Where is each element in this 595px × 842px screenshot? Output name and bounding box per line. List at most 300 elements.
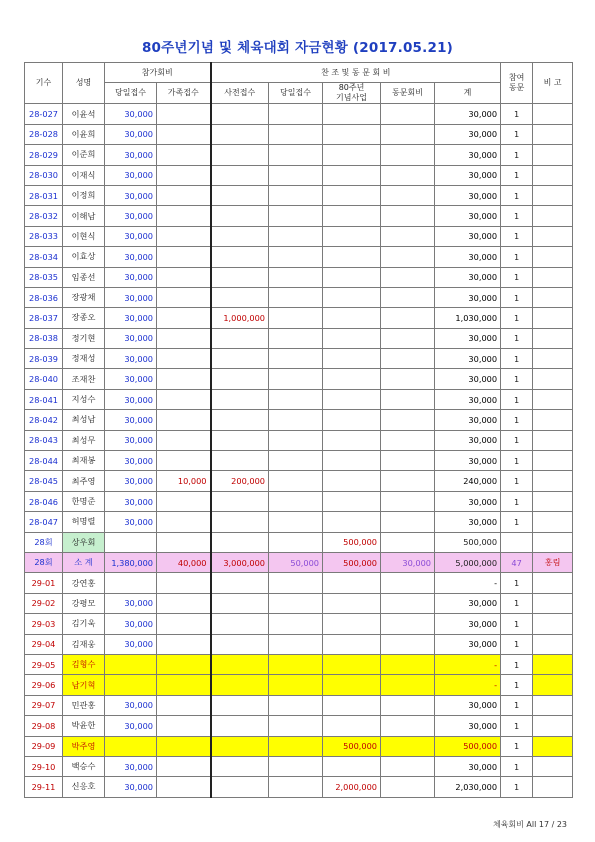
cell-note [533, 247, 573, 267]
cell-same-day [105, 654, 157, 674]
cell-advance [211, 226, 269, 246]
cell-name: 신응호 [63, 777, 105, 797]
table-row [25, 471, 573, 491]
cell-total: 30,000 [435, 165, 501, 185]
cell-same-day-2 [269, 104, 323, 124]
cell-name: 이준희 [63, 145, 105, 165]
cell-alumni-fee [381, 206, 435, 226]
cell-same-day-2 [269, 512, 323, 532]
cell-advance [211, 104, 269, 124]
cell-family [157, 654, 211, 674]
cell-alumni-fee [381, 287, 435, 307]
cell-note [533, 634, 573, 654]
cell-term: 28-030 [25, 165, 63, 185]
table-row [25, 552, 573, 572]
cell-alumni-fee [381, 185, 435, 205]
cell-name: 최성무 [63, 430, 105, 450]
cell-name: 정기현 [63, 328, 105, 348]
cell-term: 28-031 [25, 185, 63, 205]
table-row [25, 328, 573, 348]
cell-family [157, 389, 211, 409]
cell-total: 30,000 [435, 430, 501, 450]
cell-note [533, 165, 573, 185]
cell-alumni-fee [381, 349, 435, 369]
cell-anniversary [323, 756, 381, 776]
cell-same-day: 1,380,000 [105, 552, 157, 572]
cell-name: 백승수 [63, 756, 105, 776]
cell-same-day: 30,000 [105, 512, 157, 532]
cell-attend: 1 [501, 716, 533, 736]
cell-alumni-fee [381, 104, 435, 124]
table-row [25, 104, 573, 124]
cell-alumni-fee [381, 247, 435, 267]
cell-attend: 1 [501, 736, 533, 756]
cell-total: 30,000 [435, 206, 501, 226]
cell-alumni-fee [381, 308, 435, 328]
cell-family [157, 634, 211, 654]
cell-term: 29-02 [25, 593, 63, 613]
cell-anniversary [323, 308, 381, 328]
cell-advance [211, 654, 269, 674]
table-row [25, 308, 573, 328]
cell-attend: 1 [501, 328, 533, 348]
cell-advance [211, 675, 269, 695]
table-row [25, 654, 573, 674]
cell-alumni-fee: 30,000 [381, 552, 435, 572]
cell-total: - [435, 573, 501, 593]
cell-advance [211, 165, 269, 185]
cell-same-day: 30,000 [105, 226, 157, 246]
cell-anniversary [323, 206, 381, 226]
cell-note [533, 675, 573, 695]
cell-alumni-fee [381, 756, 435, 776]
cell-anniversary [323, 716, 381, 736]
cell-term: 28-033 [25, 226, 63, 246]
cell-family [157, 165, 211, 185]
header-alumni-fee: 동문회비 [381, 83, 435, 104]
cell-alumni-fee [381, 777, 435, 797]
table-row [25, 247, 573, 267]
cell-name: 조재찬 [63, 369, 105, 389]
cell-same-day-2 [269, 267, 323, 287]
cell-alumni-fee [381, 593, 435, 613]
cell-same-day: 30,000 [105, 185, 157, 205]
cell-advance [211, 287, 269, 307]
cell-note [533, 471, 573, 491]
cell-name: 최재봉 [63, 451, 105, 471]
table-row [25, 695, 573, 715]
cell-attend: 1 [501, 145, 533, 165]
cell-advance [211, 124, 269, 144]
cell-name: 강평모 [63, 593, 105, 613]
cell-attend: 1 [501, 165, 533, 185]
cell-advance [211, 185, 269, 205]
cell-total: 30,000 [435, 328, 501, 348]
cell-same-day: 30,000 [105, 369, 157, 389]
cell-same-day-2: 50,000 [269, 552, 323, 572]
cell-term: 28-042 [25, 410, 63, 430]
cell-same-day: 30,000 [105, 328, 157, 348]
cell-attend: 1 [501, 451, 533, 471]
cell-attend: 1 [501, 104, 533, 124]
cell-same-day-2 [269, 716, 323, 736]
table-row [25, 614, 573, 634]
cell-advance [211, 573, 269, 593]
cell-same-day: 30,000 [105, 451, 157, 471]
cell-total: 5,000,000 [435, 552, 501, 572]
cell-name: 김기욱 [63, 614, 105, 634]
cell-total: - [435, 654, 501, 674]
cell-total: 30,000 [435, 593, 501, 613]
cell-anniversary [323, 124, 381, 144]
cell-family [157, 573, 211, 593]
table-row [25, 736, 573, 756]
cell-note [533, 349, 573, 369]
header-advance: 사전접수 [211, 83, 269, 104]
cell-alumni-fee [381, 695, 435, 715]
cell-family [157, 777, 211, 797]
cell-term: 29-08 [25, 716, 63, 736]
cell-note [533, 593, 573, 613]
cell-anniversary [323, 349, 381, 369]
cell-advance [211, 389, 269, 409]
cell-term: 28-035 [25, 267, 63, 287]
cell-anniversary [323, 593, 381, 613]
cell-total: 30,000 [435, 104, 501, 124]
cell-family [157, 512, 211, 532]
cell-same-day: 30,000 [105, 389, 157, 409]
cell-term: 28-045 [25, 471, 63, 491]
cell-same-day: 30,000 [105, 491, 157, 511]
cell-term: 28-044 [25, 451, 63, 471]
cell-same-day-2 [269, 185, 323, 205]
cell-note [533, 104, 573, 124]
cell-family [157, 308, 211, 328]
cell-name: 남기혁 [63, 675, 105, 695]
page-title: 80주년기념 및 체육대회 자금현황 (2017.05.21) [141, 40, 454, 56]
cell-name: 소 계 [63, 552, 105, 572]
cell-note [533, 328, 573, 348]
cell-attend: 47 [501, 552, 533, 572]
cell-same-day-2 [269, 695, 323, 715]
cell-attend: 1 [501, 226, 533, 246]
cell-term: 29-09 [25, 736, 63, 756]
cell-same-day: 30,000 [105, 349, 157, 369]
cell-family [157, 185, 211, 205]
cell-family [157, 593, 211, 613]
cell-total: 30,000 [435, 124, 501, 144]
cell-total: 30,000 [435, 451, 501, 471]
cell-note [533, 695, 573, 715]
cell-name: 이해남 [63, 206, 105, 226]
cell-same-day: 30,000 [105, 634, 157, 654]
cell-same-day-2 [269, 410, 323, 430]
cell-anniversary: 2,000,000 [323, 777, 381, 797]
cell-total: 30,000 [435, 185, 501, 205]
cell-same-day-2 [269, 614, 323, 634]
cell-attend: 1 [501, 614, 533, 634]
cell-total: 30,000 [435, 716, 501, 736]
cell-same-day: 30,000 [105, 471, 157, 491]
cell-anniversary [323, 675, 381, 695]
cell-attend: 1 [501, 369, 533, 389]
cell-advance [211, 369, 269, 389]
cell-anniversary: 500,000 [323, 736, 381, 756]
cell-alumni-fee [381, 165, 435, 185]
cell-alumni-fee [381, 328, 435, 348]
cell-anniversary [323, 451, 381, 471]
cell-attend: 1 [501, 349, 533, 369]
table-row [25, 451, 573, 471]
cell-same-day-2 [269, 328, 323, 348]
cell-attend: 1 [501, 206, 533, 226]
cell-name: 박윤한 [63, 716, 105, 736]
cell-note [533, 573, 573, 593]
cell-family [157, 104, 211, 124]
table-row [25, 206, 573, 226]
cell-family [157, 410, 211, 430]
cell-name: 한명준 [63, 491, 105, 511]
header-name: 성명 [63, 63, 105, 104]
cell-anniversary [323, 145, 381, 165]
cell-anniversary [323, 471, 381, 491]
cell-same-day-2 [269, 593, 323, 613]
header-anniversary-label: 80주년 기념사업 [336, 83, 367, 103]
cell-anniversary [323, 695, 381, 715]
cell-advance [211, 206, 269, 226]
header-note: 비 고 [533, 63, 573, 104]
cell-alumni-fee [381, 430, 435, 450]
cell-anniversary [323, 430, 381, 450]
table-row [25, 634, 573, 654]
cell-attend: 1 [501, 287, 533, 307]
cell-attend: 1 [501, 471, 533, 491]
cell-anniversary [323, 410, 381, 430]
cell-note [533, 736, 573, 756]
cell-total: 30,000 [435, 512, 501, 532]
cell-term: 29-05 [25, 654, 63, 674]
table-row [25, 124, 573, 144]
cell-family [157, 716, 211, 736]
cell-same-day: 30,000 [105, 267, 157, 287]
cell-total: 30,000 [435, 369, 501, 389]
cell-family [157, 451, 211, 471]
cell-advance [211, 756, 269, 776]
cell-total: - [435, 675, 501, 695]
cell-name: 최성남 [63, 410, 105, 430]
cell-same-day-2 [269, 349, 323, 369]
cell-note [533, 716, 573, 736]
cell-same-day-2 [269, 756, 323, 776]
header-term: 기수 [25, 63, 63, 104]
cell-attend: 1 [501, 185, 533, 205]
cell-family [157, 267, 211, 287]
cell-note [533, 145, 573, 165]
cell-total: 240,000 [435, 471, 501, 491]
cell-term: 29-04 [25, 634, 63, 654]
cell-advance [211, 267, 269, 287]
cell-same-day: 30,000 [105, 777, 157, 797]
cell-name: 이정희 [63, 185, 105, 205]
cell-anniversary [323, 226, 381, 246]
cell-term: 28-027 [25, 104, 63, 124]
table-row [25, 593, 573, 613]
cell-total: 30,000 [435, 634, 501, 654]
cell-alumni-fee [381, 410, 435, 430]
table-row [25, 410, 573, 430]
cell-total: 30,000 [435, 756, 501, 776]
cell-alumni-fee [381, 532, 435, 552]
cell-family [157, 736, 211, 756]
cell-term: 28회 [25, 532, 63, 552]
cell-same-day: 30,000 [105, 716, 157, 736]
cell-term: 28-034 [25, 247, 63, 267]
cell-attend: 1 [501, 512, 533, 532]
cell-term: 28-032 [25, 206, 63, 226]
cell-advance [211, 593, 269, 613]
cell-attend: 1 [501, 654, 533, 674]
cell-anniversary [323, 267, 381, 287]
cell-name: 장광채 [63, 287, 105, 307]
cell-name: 이효상 [63, 247, 105, 267]
cell-note [533, 614, 573, 634]
cell-alumni-fee [381, 716, 435, 736]
cell-same-day-2 [269, 124, 323, 144]
cell-advance [211, 430, 269, 450]
header-family: 가족접수 [157, 83, 211, 104]
cell-total: 1,030,000 [435, 308, 501, 328]
cell-attend: 1 [501, 247, 533, 267]
cell-attend: 1 [501, 308, 533, 328]
table-row [25, 287, 573, 307]
cell-alumni-fee [381, 512, 435, 532]
cell-anniversary [323, 634, 381, 654]
cell-same-day: 30,000 [105, 206, 157, 226]
cell-same-day: 30,000 [105, 287, 157, 307]
cell-term: 28-041 [25, 389, 63, 409]
cell-same-day-2 [269, 736, 323, 756]
cell-note [533, 389, 573, 409]
cell-advance [211, 491, 269, 511]
cell-advance [211, 145, 269, 165]
header-attend [501, 63, 533, 104]
cell-same-day-2 [269, 165, 323, 185]
table-row [25, 532, 573, 552]
cell-same-day-2 [269, 451, 323, 471]
cell-advance [211, 716, 269, 736]
cell-same-day-2 [269, 369, 323, 389]
header-total: 계 [435, 83, 501, 104]
cell-advance [211, 695, 269, 715]
cell-advance [211, 614, 269, 634]
cell-advance [211, 736, 269, 756]
cell-name: 허명렬 [63, 512, 105, 532]
cell-same-day-2 [269, 308, 323, 328]
cell-note [533, 512, 573, 532]
cell-total: 30,000 [435, 349, 501, 369]
cell-same-day-2 [269, 491, 323, 511]
cell-anniversary [323, 165, 381, 185]
cell-alumni-fee [381, 491, 435, 511]
cell-advance: 3,000,000 [211, 552, 269, 572]
cell-advance [211, 634, 269, 654]
table-row [25, 430, 573, 450]
table-row [25, 716, 573, 736]
cell-total: 30,000 [435, 145, 501, 165]
cell-term: 28-029 [25, 145, 63, 165]
cell-same-day-2 [269, 389, 323, 409]
table-row [25, 756, 573, 776]
cell-term: 28-037 [25, 308, 63, 328]
cell-family [157, 675, 211, 695]
cell-note [533, 410, 573, 430]
cell-anniversary [323, 573, 381, 593]
cell-same-day [105, 675, 157, 695]
cell-total: 30,000 [435, 410, 501, 430]
cell-same-day-2 [269, 206, 323, 226]
cell-term: 28-036 [25, 287, 63, 307]
cell-same-day-2 [269, 634, 323, 654]
cell-alumni-fee [381, 675, 435, 695]
cell-attend: 1 [501, 389, 533, 409]
cell-advance [211, 777, 269, 797]
header-same-day-2: 당일접수 [269, 83, 323, 104]
cell-anniversary [323, 369, 381, 389]
cell-anniversary [323, 287, 381, 307]
table-row [25, 349, 573, 369]
cell-total: 30,000 [435, 287, 501, 307]
cell-alumni-fee [381, 736, 435, 756]
cell-family [157, 491, 211, 511]
cell-name: 김형수 [63, 654, 105, 674]
cell-attend: 1 [501, 267, 533, 287]
header-participation-group: 참가회비 [105, 63, 211, 83]
cell-same-day: 30,000 [105, 695, 157, 715]
cell-name: 강연홍 [63, 573, 105, 593]
cell-same-day: 30,000 [105, 145, 157, 165]
cell-anniversary [323, 389, 381, 409]
cell-family [157, 430, 211, 450]
cell-family [157, 124, 211, 144]
cell-family [157, 328, 211, 348]
cell-attend: 1 [501, 695, 533, 715]
cell-total: 30,000 [435, 389, 501, 409]
page-footer: 체육회비 All 17 / 23 [492, 820, 567, 829]
cell-attend: 1 [501, 777, 533, 797]
cell-note [533, 124, 573, 144]
cell-alumni-fee [381, 614, 435, 634]
cell-term: 28-046 [25, 491, 63, 511]
table-row [25, 226, 573, 246]
cell-term: 28회 [25, 552, 63, 572]
cell-advance [211, 349, 269, 369]
header-attend-label: 참여 동문 [508, 73, 525, 93]
cell-alumni-fee [381, 369, 435, 389]
cell-term: 28-038 [25, 328, 63, 348]
cell-note [533, 267, 573, 287]
cell-attend: 1 [501, 573, 533, 593]
cell-note [533, 206, 573, 226]
cell-term: 29-03 [25, 614, 63, 634]
cell-same-day [105, 573, 157, 593]
cell-same-day-2 [269, 247, 323, 267]
cell-same-day-2 [269, 287, 323, 307]
cell-same-day: 30,000 [105, 165, 157, 185]
cell-family: 40,000 [157, 552, 211, 572]
cell-family [157, 756, 211, 776]
cell-total: 30,000 [435, 267, 501, 287]
cell-same-day-2 [269, 777, 323, 797]
